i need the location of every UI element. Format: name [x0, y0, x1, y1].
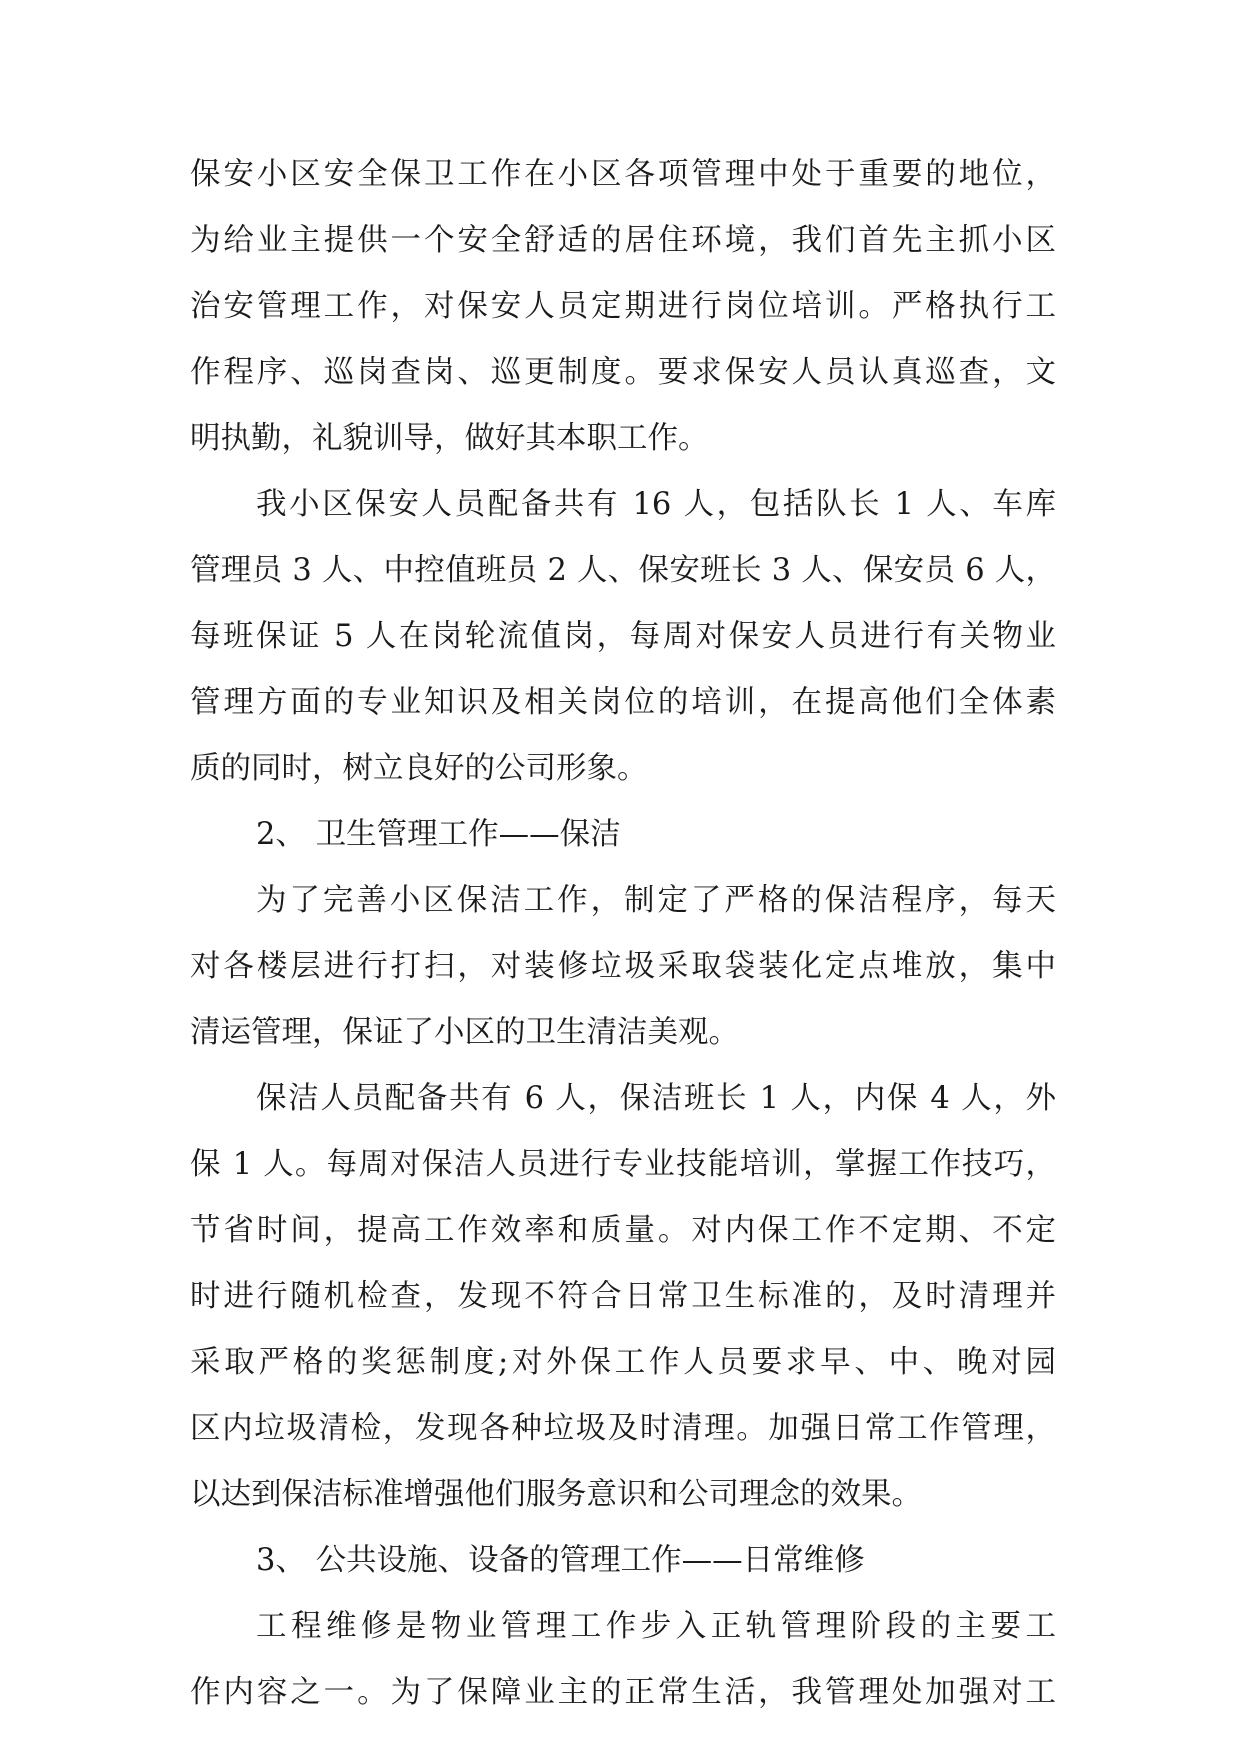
text-line: 3、 公共设施、设备的管理工作——日常维修	[256, 1543, 865, 1578]
text-line: 节省时间，提高工作效率和质量。对内保工作不定期、不定	[190, 1213, 1056, 1248]
text-line: 以达到保洁标准增强他们服务意识和公司理念的效果。	[190, 1477, 922, 1512]
text-line: 2、 卫生管理工作——保洁	[256, 817, 621, 852]
text-line: 管理方面的专业知识及相关岗位的培训，在提高他们全体素	[190, 685, 1056, 720]
text-line: 保洁人员配备共有 6 人，保洁班长 1 人，内保 4 人，外	[256, 1081, 1056, 1116]
text-line: 工程维修是物业管理工作步入正轨管理阶段的主要工	[256, 1609, 1056, 1644]
text-line: 每班保证 5 人在岗轮流值岗，每周对保安人员进行有关物业	[190, 619, 1056, 654]
text-line: 保安小区安全保卫工作在小区各项管理中处于重要的地位，	[190, 157, 1056, 192]
text-line: 质的同时，树立良好的公司形象。	[190, 751, 648, 786]
text-line: 为给业主提供一个安全舒适的居住环境，我们首先主抓小区	[190, 223, 1056, 258]
text-line: 作程序、巡岗查岗、巡更制度。要求保安人员认真巡查，文	[190, 355, 1056, 390]
text-line: 区内垃圾清检，发现各种垃圾及时清理。加强日常工作管理，	[190, 1411, 1056, 1446]
text-line: 时进行随机检查，发现不符合日常卫生标准的，及时清理并	[190, 1279, 1056, 1314]
text-line: 采取严格的奖惩制度;对外保工作人员要求早、中、晚对园	[190, 1345, 1056, 1380]
text-line: 保 1 人。每周对保洁人员进行专业技能培训，掌握工作技巧，	[190, 1147, 1056, 1182]
text-line: 管理员 3 人、中控值班员 2 人、保安班长 3 人、保安员 6 人，	[190, 553, 1056, 588]
text-line: 明执勤，礼貌训导，做好其本职工作。	[190, 421, 709, 456]
text-line: 我小区保安人员配备共有 16 人，包括队长 1 人、车库	[256, 487, 1056, 522]
text-line: 清运管理，保证了小区的卫生清洁美观。	[190, 1015, 739, 1050]
document-body	[190, 142, 1056, 1726]
text-line: 对各楼层进行打扫，对装修垃圾采取袋装化定点堆放，集中	[190, 949, 1056, 984]
text-line: 作内容之一。为了保障业主的正常生活，我管理处加强对工	[190, 1675, 1056, 1710]
document-page	[190, 142, 1056, 1726]
text-line: 为了完善小区保洁工作，制定了严格的保洁程序，每天	[256, 883, 1056, 918]
text-line: 治安管理工作，对保安人员定期进行岗位培训。严格执行工	[190, 289, 1056, 324]
